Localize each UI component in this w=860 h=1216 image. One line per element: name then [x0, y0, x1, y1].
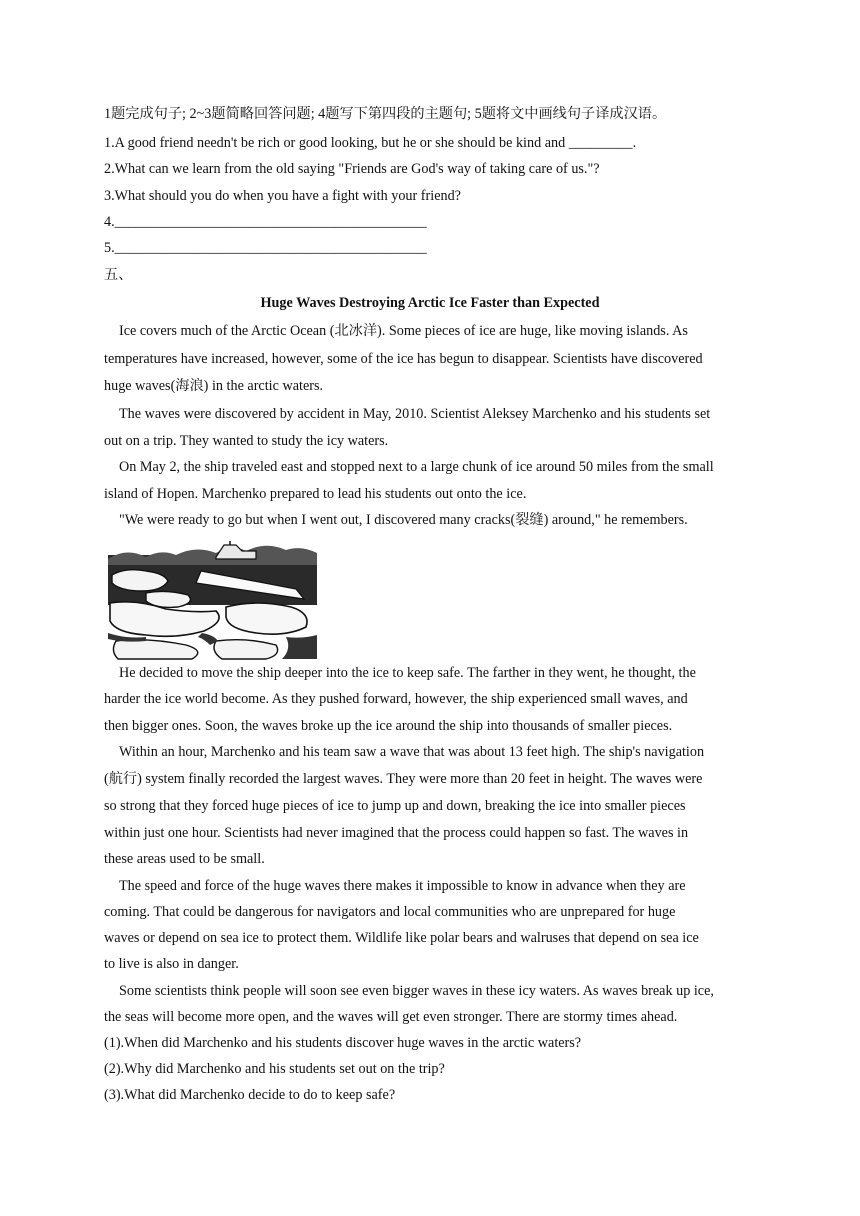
ship-in-ice-illustration: [106, 541, 319, 661]
instructions-line: 1题完成句子; 2~3题简略回答问题; 4题写下第四段的主题句; 5题将文中画线句子译成汉语。: [104, 106, 667, 122]
question-2: (2).Why did Marchenko and his students set out on the trip?: [104, 1061, 445, 1077]
paragraph-line: huge waves(海浪) in the arctic waters.: [104, 378, 324, 394]
paragraph-line: He decided to move the ship deeper into the ice to keep safe. The farther in they went, he thought, the: [119, 665, 696, 681]
paragraph-line: out on a trip. They wanted to study the icy waters.: [104, 433, 389, 449]
section-label: 五、: [104, 267, 133, 283]
task-2: 2.What can we learn from the old saying "Friends are God's way of taking care of us."?: [104, 161, 600, 177]
paragraph-line: coming. That could be dangerous for navigators and local communities who are unprepared for huge: [104, 904, 676, 920]
paragraph-line: "We were ready to go but when I went out, I discovered many cracks(裂缝) around," he remembers.: [119, 512, 688, 528]
paragraph-line: The waves were discovered by accident in May, 2010. Scientist Aleksey Marchenko and his students set: [119, 406, 711, 422]
paragraph-line: Some scientists think people will soon see even bigger waves in these icy waters. As waves break up ice,: [119, 983, 714, 999]
article-title: Huge Waves Destroying Arctic Ice Faster than Expected: [260, 295, 600, 311]
task-3: 3.What should you do when you have a fight with your friend?: [104, 188, 461, 204]
question-1: (1).When did Marchenko and his students discover huge waves in the arctic waters?: [104, 1035, 582, 1051]
paragraph-line: On May 2, the ship traveled east and stopped next to a large chunk of ice around 50 miles from the small: [119, 459, 714, 475]
paragraph-line: island of Hopen. Marchenko prepared to lead his students out onto the ice.: [104, 486, 527, 502]
task-1: 1.A good friend needn't be rich or good looking, but he or she should be kind and _________.: [104, 135, 637, 151]
paragraph-line: (航行) system finally recorded the largest waves. They were more than 20 feet in height. The waves were: [104, 771, 703, 787]
paragraph-line: then bigger ones. Soon, the waves broke up the ice around the ship into thousands of smaller pieces.: [104, 718, 673, 734]
task-5: 5.____________________________________________: [104, 240, 427, 256]
paragraph-line: the seas will become more open, and the waves will get even stronger. There are stormy times ahead.: [104, 1009, 678, 1025]
paragraph-line: temperatures have increased, however, some of the ice has begun to disappear. Scientists have discovered: [104, 351, 703, 367]
paragraph-line: harder the ice world become. As they pushed forward, however, the ship experienced small waves, and: [104, 691, 688, 707]
paragraph-line: Ice covers much of the Arctic Ocean (北冰洋). Some pieces of ice are huge, like moving islands. As: [119, 323, 688, 339]
question-3: (3).What did Marchenko decide to do to keep safe?: [104, 1087, 396, 1103]
paragraph-line: Within an hour, Marchenko and his team saw a wave that was about 13 feet high. The ship's navigation: [119, 744, 705, 760]
task-4: 4.____________________________________________: [104, 214, 427, 230]
paragraph-line: The speed and force of the huge waves there makes it impossible to know in advance when they are: [119, 878, 686, 894]
paragraph-line: waves or depend on sea ice to protect them. Wildlife like polar bears and walruses that depend on sea ice: [104, 930, 699, 946]
paragraph-line: to live is also in danger.: [104, 956, 239, 972]
paragraph-line: these areas used to be small.: [104, 851, 265, 867]
paragraph-line: within just one hour. Scientists had never imagined that the process could happen so fast. The waves in: [104, 825, 689, 841]
paragraph-line: so strong that they forced huge pieces of ice to jump up and down, breaking the ice into smaller pieces: [104, 798, 686, 814]
